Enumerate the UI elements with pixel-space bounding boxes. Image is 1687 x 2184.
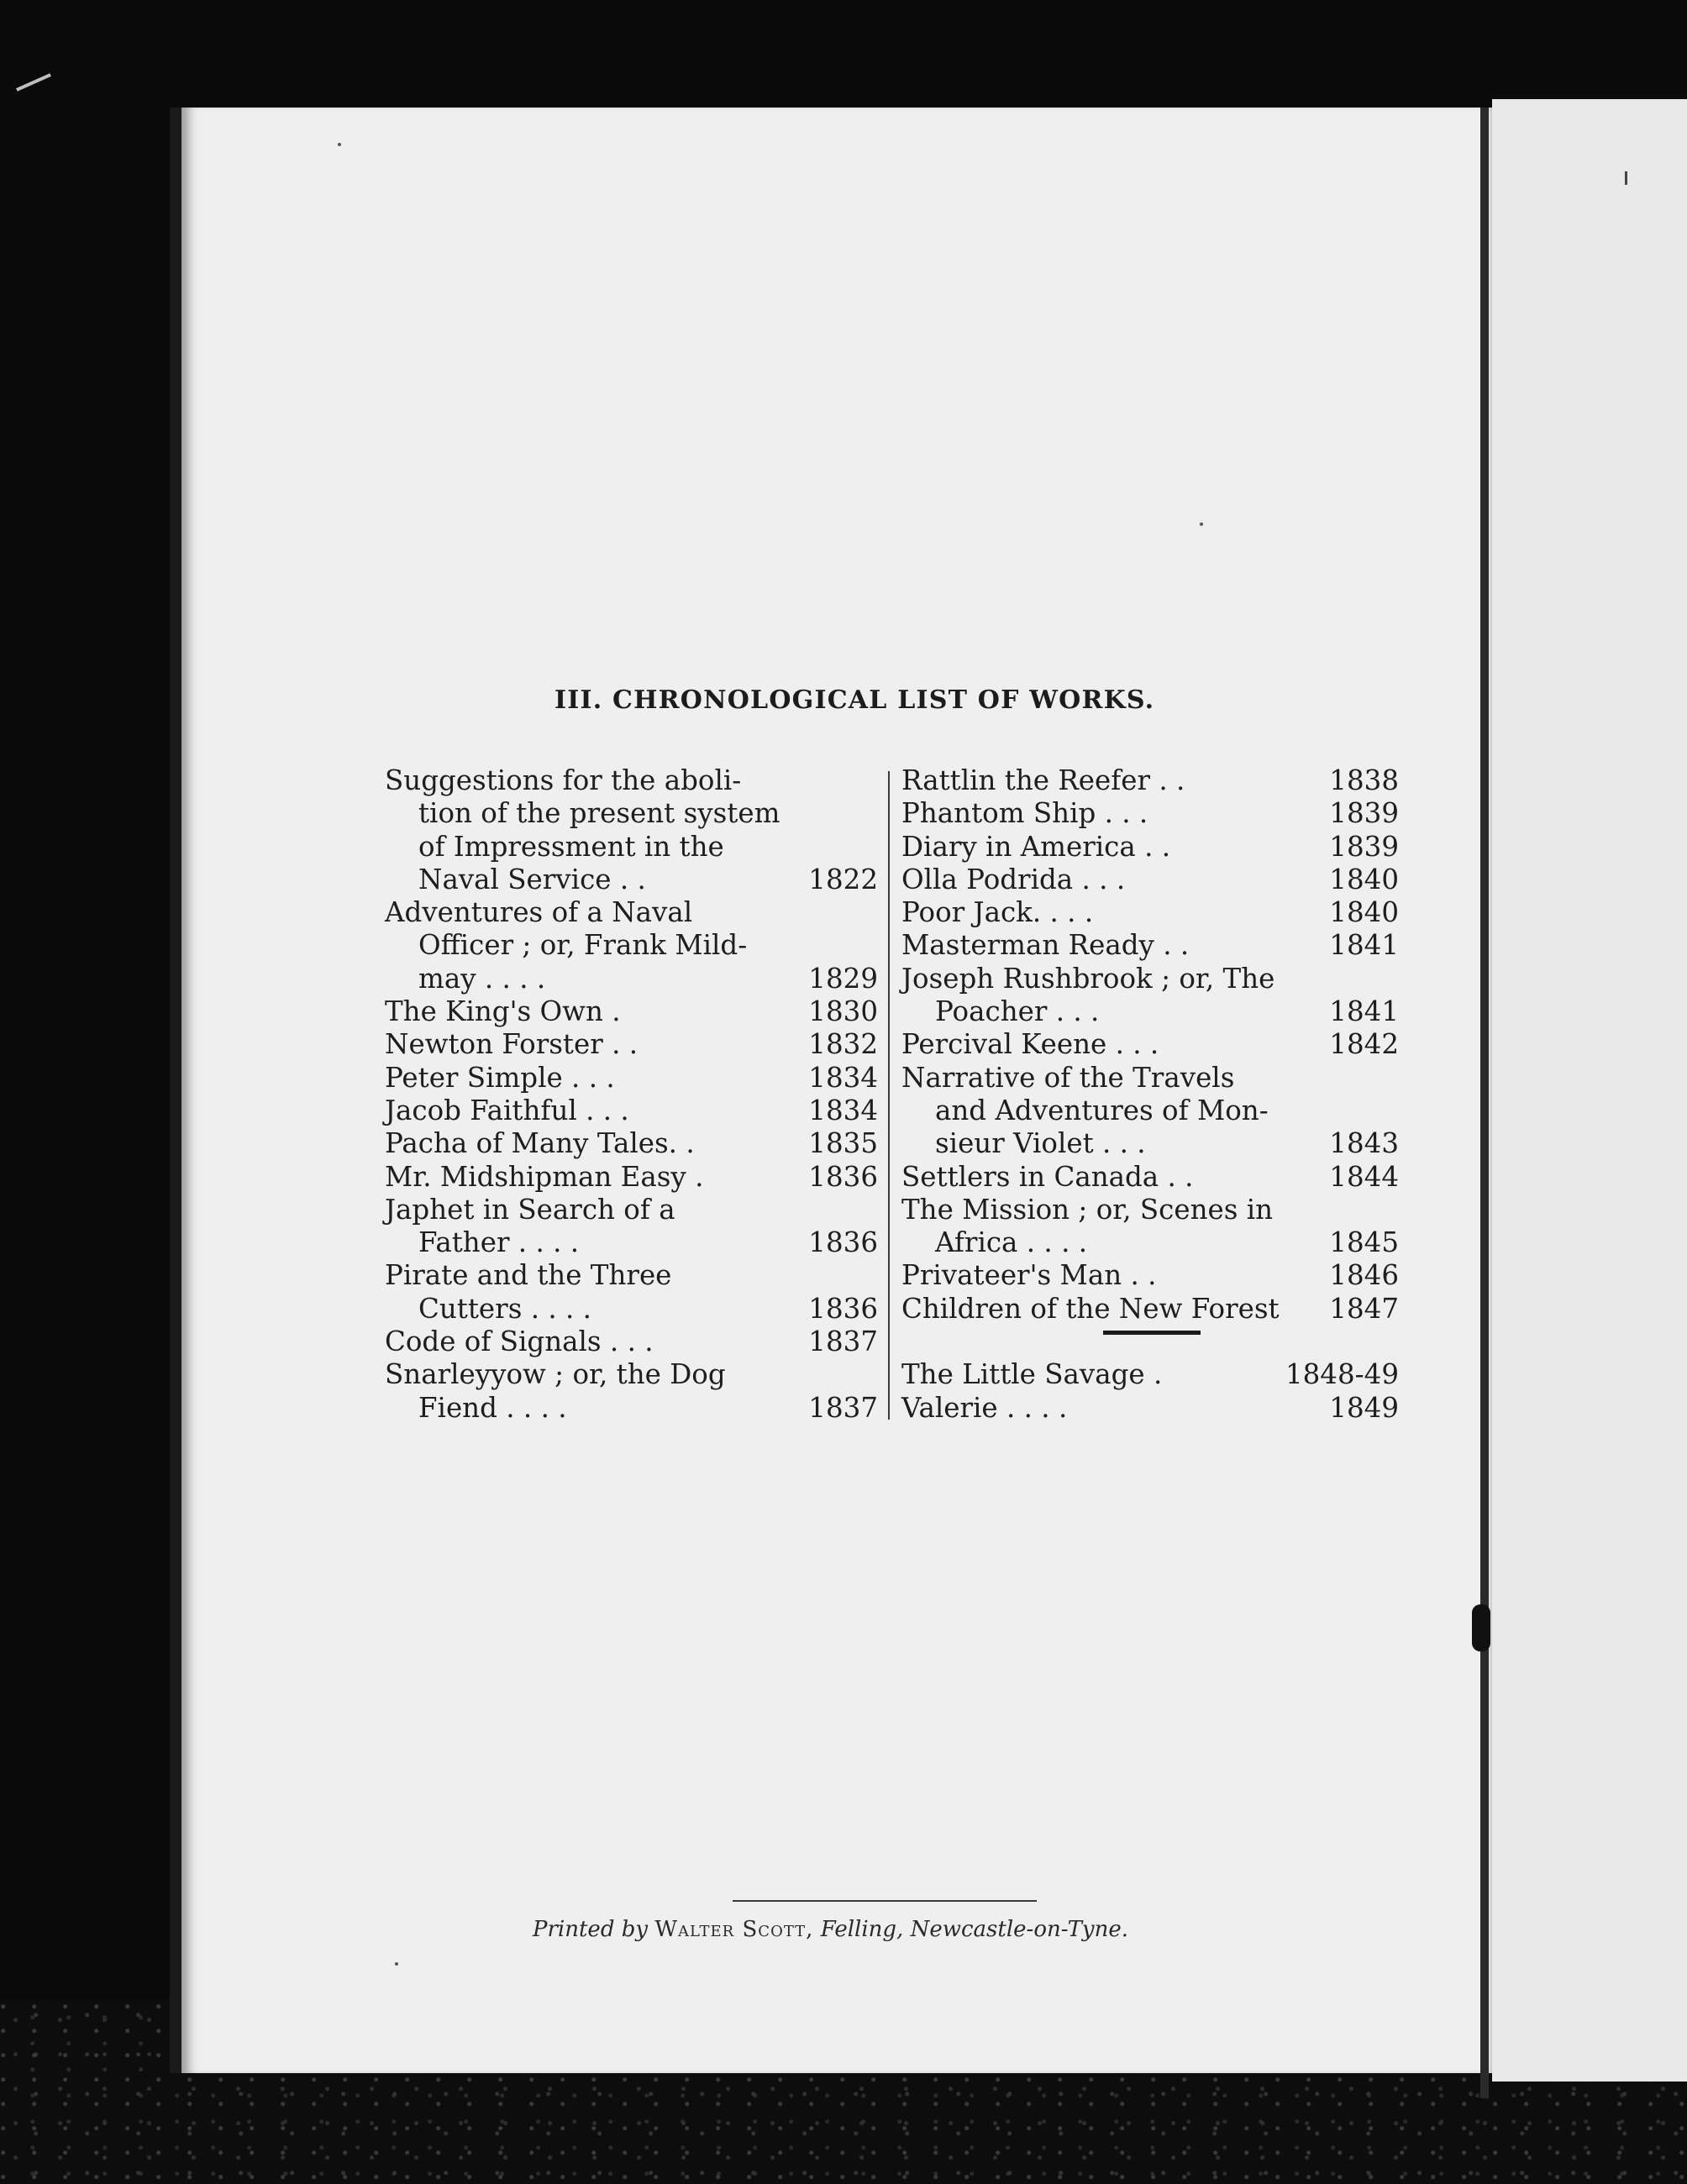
work-title: Poor Jack. . . . xyxy=(901,896,1094,929)
work-entry-line xyxy=(901,1194,1399,1226)
work-year: 1840 xyxy=(1329,863,1399,895)
printer-imprint xyxy=(533,1917,1255,1942)
work-title: Japhet in Search of a xyxy=(385,1193,675,1226)
work-title: Africa . . . . xyxy=(935,1226,1088,1259)
dust-speck xyxy=(338,143,341,146)
work-year: 1829 xyxy=(808,962,878,995)
work-title: The Mission ; or, Scenes in xyxy=(901,1193,1274,1226)
work-entry-line xyxy=(385,1326,878,1358)
work-entry-line xyxy=(901,1358,1399,1391)
work-title: tion of the present system xyxy=(418,797,780,830)
work-entry-line xyxy=(901,1028,1399,1061)
work-title: Adventures of a Naval xyxy=(385,896,693,929)
work-year: 1836 xyxy=(808,1160,878,1193)
work-title: and Adventures of Mon- xyxy=(935,1094,1269,1126)
binding-blot xyxy=(1472,1604,1490,1651)
work-title: Code of Signals . . . xyxy=(385,1326,654,1358)
work-entry-line xyxy=(901,1127,1399,1160)
work-title: Father . . . . xyxy=(418,1226,580,1259)
section-rule-row xyxy=(901,1326,1399,1358)
work-title: of Impressment in the xyxy=(418,830,724,863)
work-year: 1832 xyxy=(808,1028,878,1061)
work-year: 1847 xyxy=(1329,1292,1399,1325)
page-gutter xyxy=(1480,108,1489,2098)
works-column-left xyxy=(385,764,878,1425)
work-year: 1841 xyxy=(1329,929,1399,962)
work-title: Percival Keene . . . xyxy=(901,1028,1159,1061)
imprint-place: Felling, Newcastle-on-Tyne. xyxy=(820,1917,1129,1942)
work-year: 1836 xyxy=(808,1226,878,1259)
work-entry-line xyxy=(385,764,878,797)
work-title: Narrative of the Travels xyxy=(901,1061,1235,1094)
work-year: 1841 xyxy=(1329,995,1399,1028)
work-title: Poacher . . . xyxy=(935,995,1100,1028)
work-year: 1844 xyxy=(1329,1160,1399,1193)
work-entry-line xyxy=(901,896,1399,929)
work-entry-line xyxy=(385,1127,878,1160)
work-title: Children of the New Forest xyxy=(901,1292,1280,1325)
work-entry-line xyxy=(385,1028,878,1061)
work-entry-line xyxy=(385,1194,878,1226)
work-entry-line xyxy=(385,1392,878,1425)
work-title: Naval Service . . xyxy=(418,863,646,895)
work-year: 1848-49 xyxy=(1285,1358,1399,1391)
work-entry-line xyxy=(385,1259,878,1292)
work-title: The Little Savage . xyxy=(901,1358,1163,1391)
work-entry-line xyxy=(901,1392,1399,1425)
section-rule xyxy=(1103,1331,1201,1335)
work-entry-line xyxy=(385,1293,878,1326)
work-entry-line xyxy=(901,1259,1399,1292)
work-title: Pirate and the Three xyxy=(385,1259,672,1292)
dust-speck xyxy=(395,1962,398,1966)
work-title: Officer ; or, Frank Mild- xyxy=(418,929,748,962)
work-entry-line xyxy=(385,1226,878,1259)
work-title: Jacob Faithful . . . xyxy=(385,1094,629,1126)
work-entry-line xyxy=(385,797,878,830)
work-entry-line xyxy=(901,831,1399,864)
work-title: Peter Simple . . . xyxy=(385,1061,615,1094)
work-entry-line xyxy=(901,929,1399,962)
work-title: sieur Violet . . . xyxy=(935,1127,1146,1160)
work-entry-line xyxy=(385,1095,878,1127)
work-title: Diary in America . . xyxy=(901,830,1171,863)
work-title: Phantom Ship . . . xyxy=(901,797,1148,830)
work-entry-line xyxy=(385,864,878,896)
work-year: 1842 xyxy=(1329,1028,1399,1061)
work-title: Rattlin the Reefer . . xyxy=(901,764,1185,796)
work-entry-line xyxy=(901,995,1399,1028)
work-title: Settlers in Canada . . xyxy=(901,1160,1194,1193)
work-year: 1830 xyxy=(808,995,878,1028)
work-title: Valerie . . . . xyxy=(901,1391,1068,1424)
work-entry-line xyxy=(385,995,878,1028)
dust-speck xyxy=(1200,522,1203,526)
work-entry-line xyxy=(385,1358,878,1391)
imprint-printed-by: Printed by xyxy=(533,1917,649,1942)
work-entry-line xyxy=(901,797,1399,830)
work-title: Masterman Ready . . xyxy=(901,929,1190,962)
facing-page-mark xyxy=(1625,171,1627,185)
work-title: may . . . . xyxy=(418,962,546,995)
work-title: Joseph Rushbrook ; or, The xyxy=(901,962,1275,995)
work-year: 1837 xyxy=(808,1391,878,1424)
work-title: Cutters . . . . xyxy=(418,1292,592,1325)
work-year: 1846 xyxy=(1329,1259,1399,1292)
work-year: 1849 xyxy=(1329,1391,1399,1424)
work-year: 1840 xyxy=(1329,896,1399,929)
work-entry-line xyxy=(385,896,878,929)
work-entry-line xyxy=(901,764,1399,797)
works-column-right xyxy=(901,764,1399,1425)
work-year: 1837 xyxy=(808,1326,878,1358)
work-year: 1845 xyxy=(1329,1226,1399,1259)
work-entry-line xyxy=(901,963,1399,995)
work-title: Suggestions for the aboli- xyxy=(385,764,742,796)
work-title: Olla Podrida . . . xyxy=(901,863,1126,895)
work-year: 1836 xyxy=(808,1292,878,1325)
work-title: Newton Forster . . xyxy=(385,1028,639,1061)
facing-page-edge xyxy=(1492,99,1687,2082)
work-title: Snarleyyow ; or, the Dog xyxy=(385,1358,726,1391)
work-title: Fiend . . . . xyxy=(418,1391,567,1424)
page-heading: III. CHRONOLOGICAL LIST OF WORKS. xyxy=(554,685,1155,715)
work-entry-line xyxy=(385,929,878,962)
work-entry-line xyxy=(385,1062,878,1095)
work-year: 1834 xyxy=(808,1061,878,1094)
work-entry-line xyxy=(901,1226,1399,1259)
work-year: 1834 xyxy=(808,1094,878,1126)
work-year: 1839 xyxy=(1329,797,1399,830)
work-entry-line xyxy=(385,831,878,864)
imprint-printer: Walter Scott, xyxy=(654,1917,814,1942)
work-entry-line xyxy=(901,1062,1399,1095)
work-entry-line xyxy=(385,963,878,995)
work-year: 1843 xyxy=(1329,1127,1399,1160)
work-entry-line xyxy=(901,1095,1399,1127)
work-year: 1839 xyxy=(1329,830,1399,863)
work-entry-line xyxy=(901,1293,1399,1326)
work-title: Pacha of Many Tales. . xyxy=(385,1127,695,1160)
work-year: 1822 xyxy=(808,863,878,895)
column-divider xyxy=(888,771,890,1420)
footer-rule xyxy=(733,1900,1037,1902)
work-entry-line xyxy=(901,1161,1399,1194)
work-entry-line xyxy=(901,864,1399,896)
work-entry-line xyxy=(385,1161,878,1194)
work-title: Mr. Midshipman Easy . xyxy=(385,1160,704,1193)
work-year: 1838 xyxy=(1329,764,1399,796)
work-title: The King's Own . xyxy=(385,995,621,1028)
work-year: 1835 xyxy=(808,1127,878,1160)
work-title: Privateer's Man . . xyxy=(901,1259,1157,1292)
